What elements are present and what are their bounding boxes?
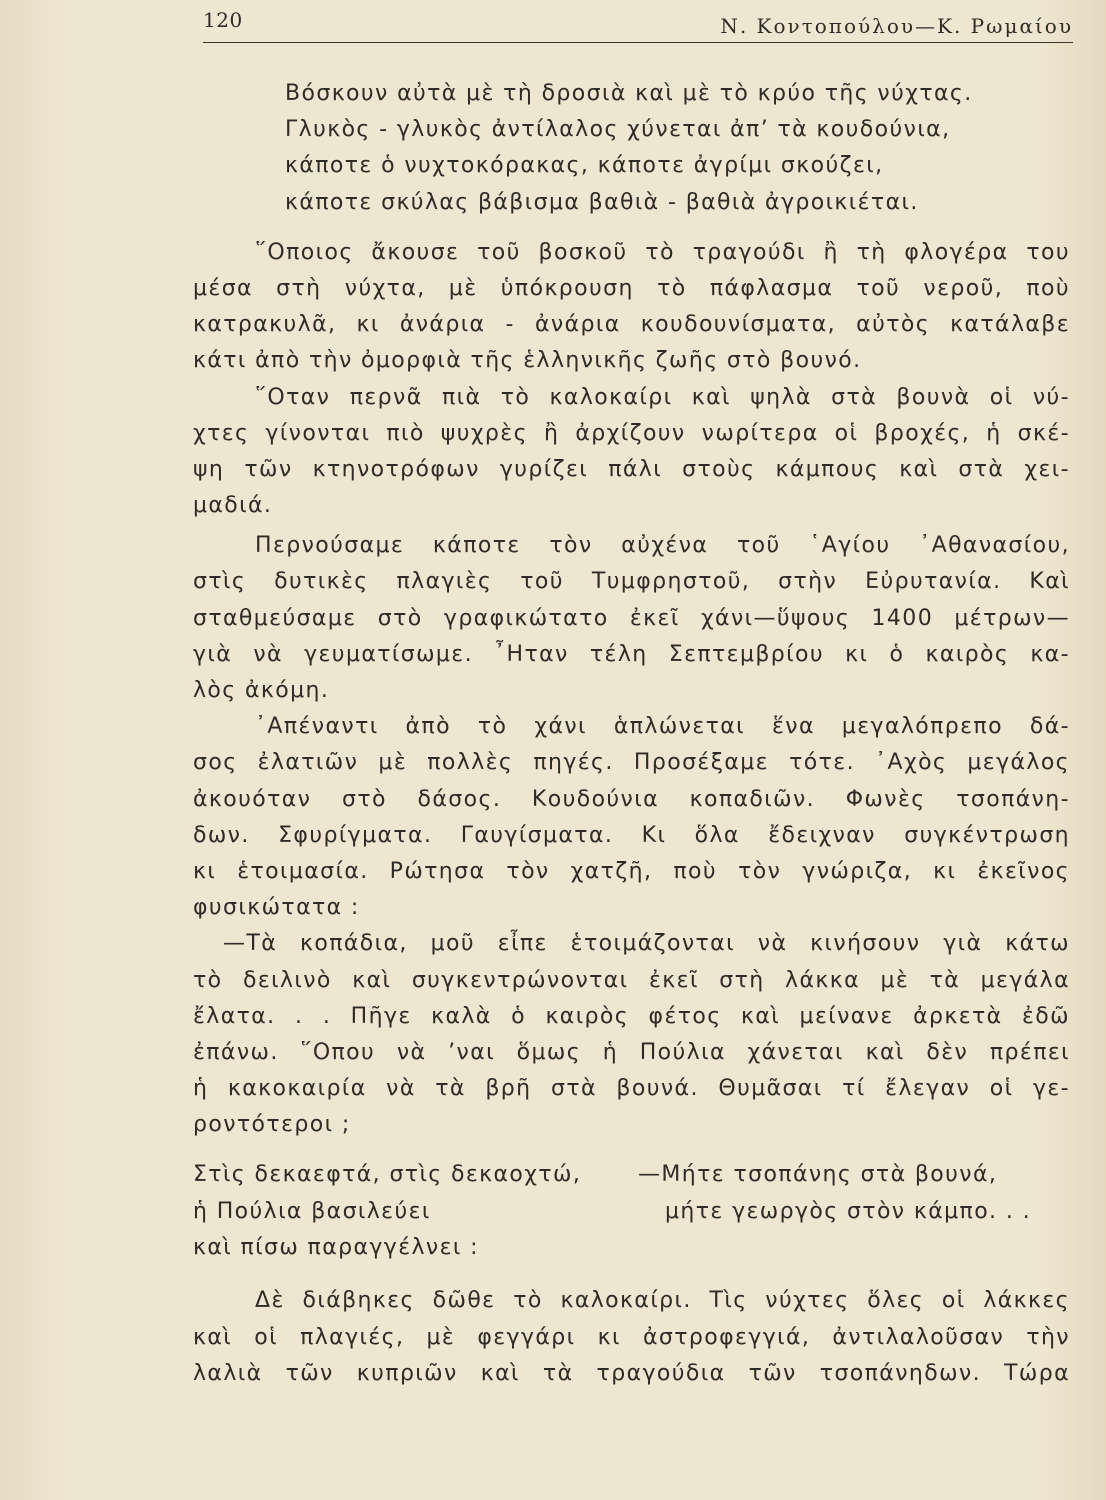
text-line: κάτι ἀπὸ τὴν ὀμορφιὰ τῆς ἑλληνικῆς ζωῆς στὸ βουνό. — [193, 348, 862, 374]
spacer — [193, 1143, 1070, 1157]
text-line: ἔλατα. . . Πῆγε καλὰ ὁ καιρὸς φέτος καὶ μείνανε ἀρκετὰ ἐδῶ — [193, 1003, 1070, 1029]
text-line: σος ἐλατιῶν μὲ πολλὲς πηγές. Προσέξαμε τότε. ᾿Αχὸς μεγάλος — [193, 750, 1070, 776]
text-line: καὶ οἱ πλαγιές, μὲ φεγγάρι κι ἀστροφεγγιά, ἀντιλαλοῦσαν τὴν — [193, 1324, 1070, 1350]
text-line: κι ἑτοιμασία. Ρώτησα τὸν χατζῆ, ποὺ τὸν γνώριζα, κι ἐκεῖνος — [193, 858, 1070, 884]
page-number: 120 — [203, 8, 243, 32]
text-line: λαλιὰ τῶν κυπριῶν καὶ τὰ τραγούδια τῶν τσοπάνηδων. Τώρα — [193, 1360, 1070, 1386]
text-line: ῞Οποιος ἄκουσε τοῦ βοσκοῦ τὸ τραγούδι ἢ τὴ φλογέρα του — [255, 239, 1070, 265]
text-line: γιὰ νὰ γευματίσωμε. ῏Ηταν τέλη Σεπτεμβρίου κι ὁ καιρὸς κα- — [193, 641, 1070, 667]
text-line: σταθμεύσαμε στὸ γραφικώτατο ἐκεῖ χάνι—ὕψους 1400 μέτρων— — [193, 605, 1070, 631]
text-line: κάποτε ὁ νυχτοκόρακας, κάποτε ἀγρίμι σκούζει, — [285, 153, 884, 179]
text-line: ροντότεροι ; — [193, 1112, 351, 1138]
verse-line: μήτε γεωργὸς στὸν κάμπο. . . — [665, 1198, 1032, 1224]
text-line: στὶς δυτικὲς πλαγιὲς τοῦ Τυμφρηστοῦ, στὴν Εὐρυτανία. Καὶ — [193, 569, 1070, 595]
page-header — [203, 8, 1073, 42]
verse-right — [638, 1157, 1031, 1229]
text-line: Γλυκὸς - γλυκὸς ἀντίλαλος χύνεται ἀπ’ τὰ κουδούνια, — [285, 117, 951, 143]
body-text — [193, 76, 1070, 1392]
text-line: κάποτε σκύλας βάβισμα βαθιὰ - βαθιὰ ἀγροικιέται. — [285, 189, 919, 215]
spacer — [193, 221, 1070, 235]
running-head: Ν. Κοντοπούλου—Κ. Ρωμαίου — [720, 14, 1073, 38]
verse-line: Στὶς δεκαεφτά, στὶς δεκαοχτώ, — [193, 1162, 582, 1188]
text-line: ἡ κακοκαιρία νὰ τὰ βρῆ στὰ βουνά. Θυμᾶσαι τί ἔλεγαν οἱ γε- — [193, 1076, 1070, 1102]
text-line: λὸς ἀκόμη. — [193, 678, 330, 703]
text-line: ῞Οταν περνᾶ πιὰ τὸ καλοκαίρι καὶ ψηλὰ στὰ βουνὰ οἱ νύ- — [255, 384, 1070, 410]
verse-line: —Μήτε τσοπάνης στὰ βουνά, — [638, 1162, 998, 1188]
text-line: χτες γίνονται πιὸ ψυχρὲς ἢ ἀρχίζουν νωρίτερα οἱ βροχές, ἡ σκέ- — [193, 420, 1070, 446]
text-line: ἀκουόταν στὸ δάσος. Κουδούνια κοπαδιῶν. Φωνὲς τσοπάνη- — [193, 786, 1070, 812]
text-line: δων. Σφυρίγματα. Γαυγίσματα. Κι ὅλα ἔδειχναν συγκέντρωση — [193, 822, 1070, 848]
verse-line: καὶ πίσω παραγγέλνει : — [193, 1234, 479, 1260]
text-line: ψη τῶν κτηνοτρόφων γυρίζει πάλι στοὺς κάμπους καὶ στὰ χει- — [193, 456, 1070, 482]
spacer — [193, 1269, 1070, 1283]
header-rule — [203, 42, 1073, 43]
text-line: Βόσκουν αὐτὰ μὲ τὴ δροσιὰ καὶ μὲ τὸ κρύο τῆς νύχτας. — [285, 81, 973, 106]
text-line: ᾿Απέναντι ἀπὸ τὸ χάνι ἁπλώνεται ἕνα μεγαλόπρεπο δά- — [255, 714, 1070, 740]
verse-columns — [193, 1157, 1070, 1269]
text-line: Δὲ διάβηκες δῶθε τὸ καλοκαίρι. Τὶς νύχτες ὅλες οἱ λάκκες — [255, 1288, 1070, 1314]
text-line: τὸ δειλινὸ καὶ συγκεντρώνονται ἐκεῖ στὴ λάκκα μὲ τὰ μεγάλα — [193, 967, 1070, 993]
text-line: μέσα στὴ νύχτα, μὲ ὑπόκρουση τὸ πάφλασμα τοῦ νεροῦ, ποὺ — [193, 275, 1070, 301]
text-line: κατρακυλᾶ, κι ἀνάρια - ἀνάρια κουδουνίσματα, αὐτὸς κατάλαβε — [193, 312, 1070, 338]
text-line: φυσικώτατα : — [193, 895, 360, 921]
verse-line: ἡ Πούλια βασιλεύει — [193, 1198, 431, 1224]
verse-left — [193, 1157, 581, 1266]
text-line: ἐπάνω. ῞Οπου νὰ ’ναι ὅμως ἡ Πούλια χάνεται καὶ δὲν πρέπει — [193, 1039, 1070, 1065]
text-line: Περνούσαμε κάποτε τὸν αὐχένα τοῦ ῾Αγίου ᾿Αθανασίου, — [255, 533, 1070, 559]
text-line: —Τὰ κοπάδια, μοῦ εἶπε ἑτοιμάζονται νὰ κινήσουν γιὰ κάτω — [223, 931, 1070, 957]
text-line: μαδιά. — [193, 493, 273, 519]
